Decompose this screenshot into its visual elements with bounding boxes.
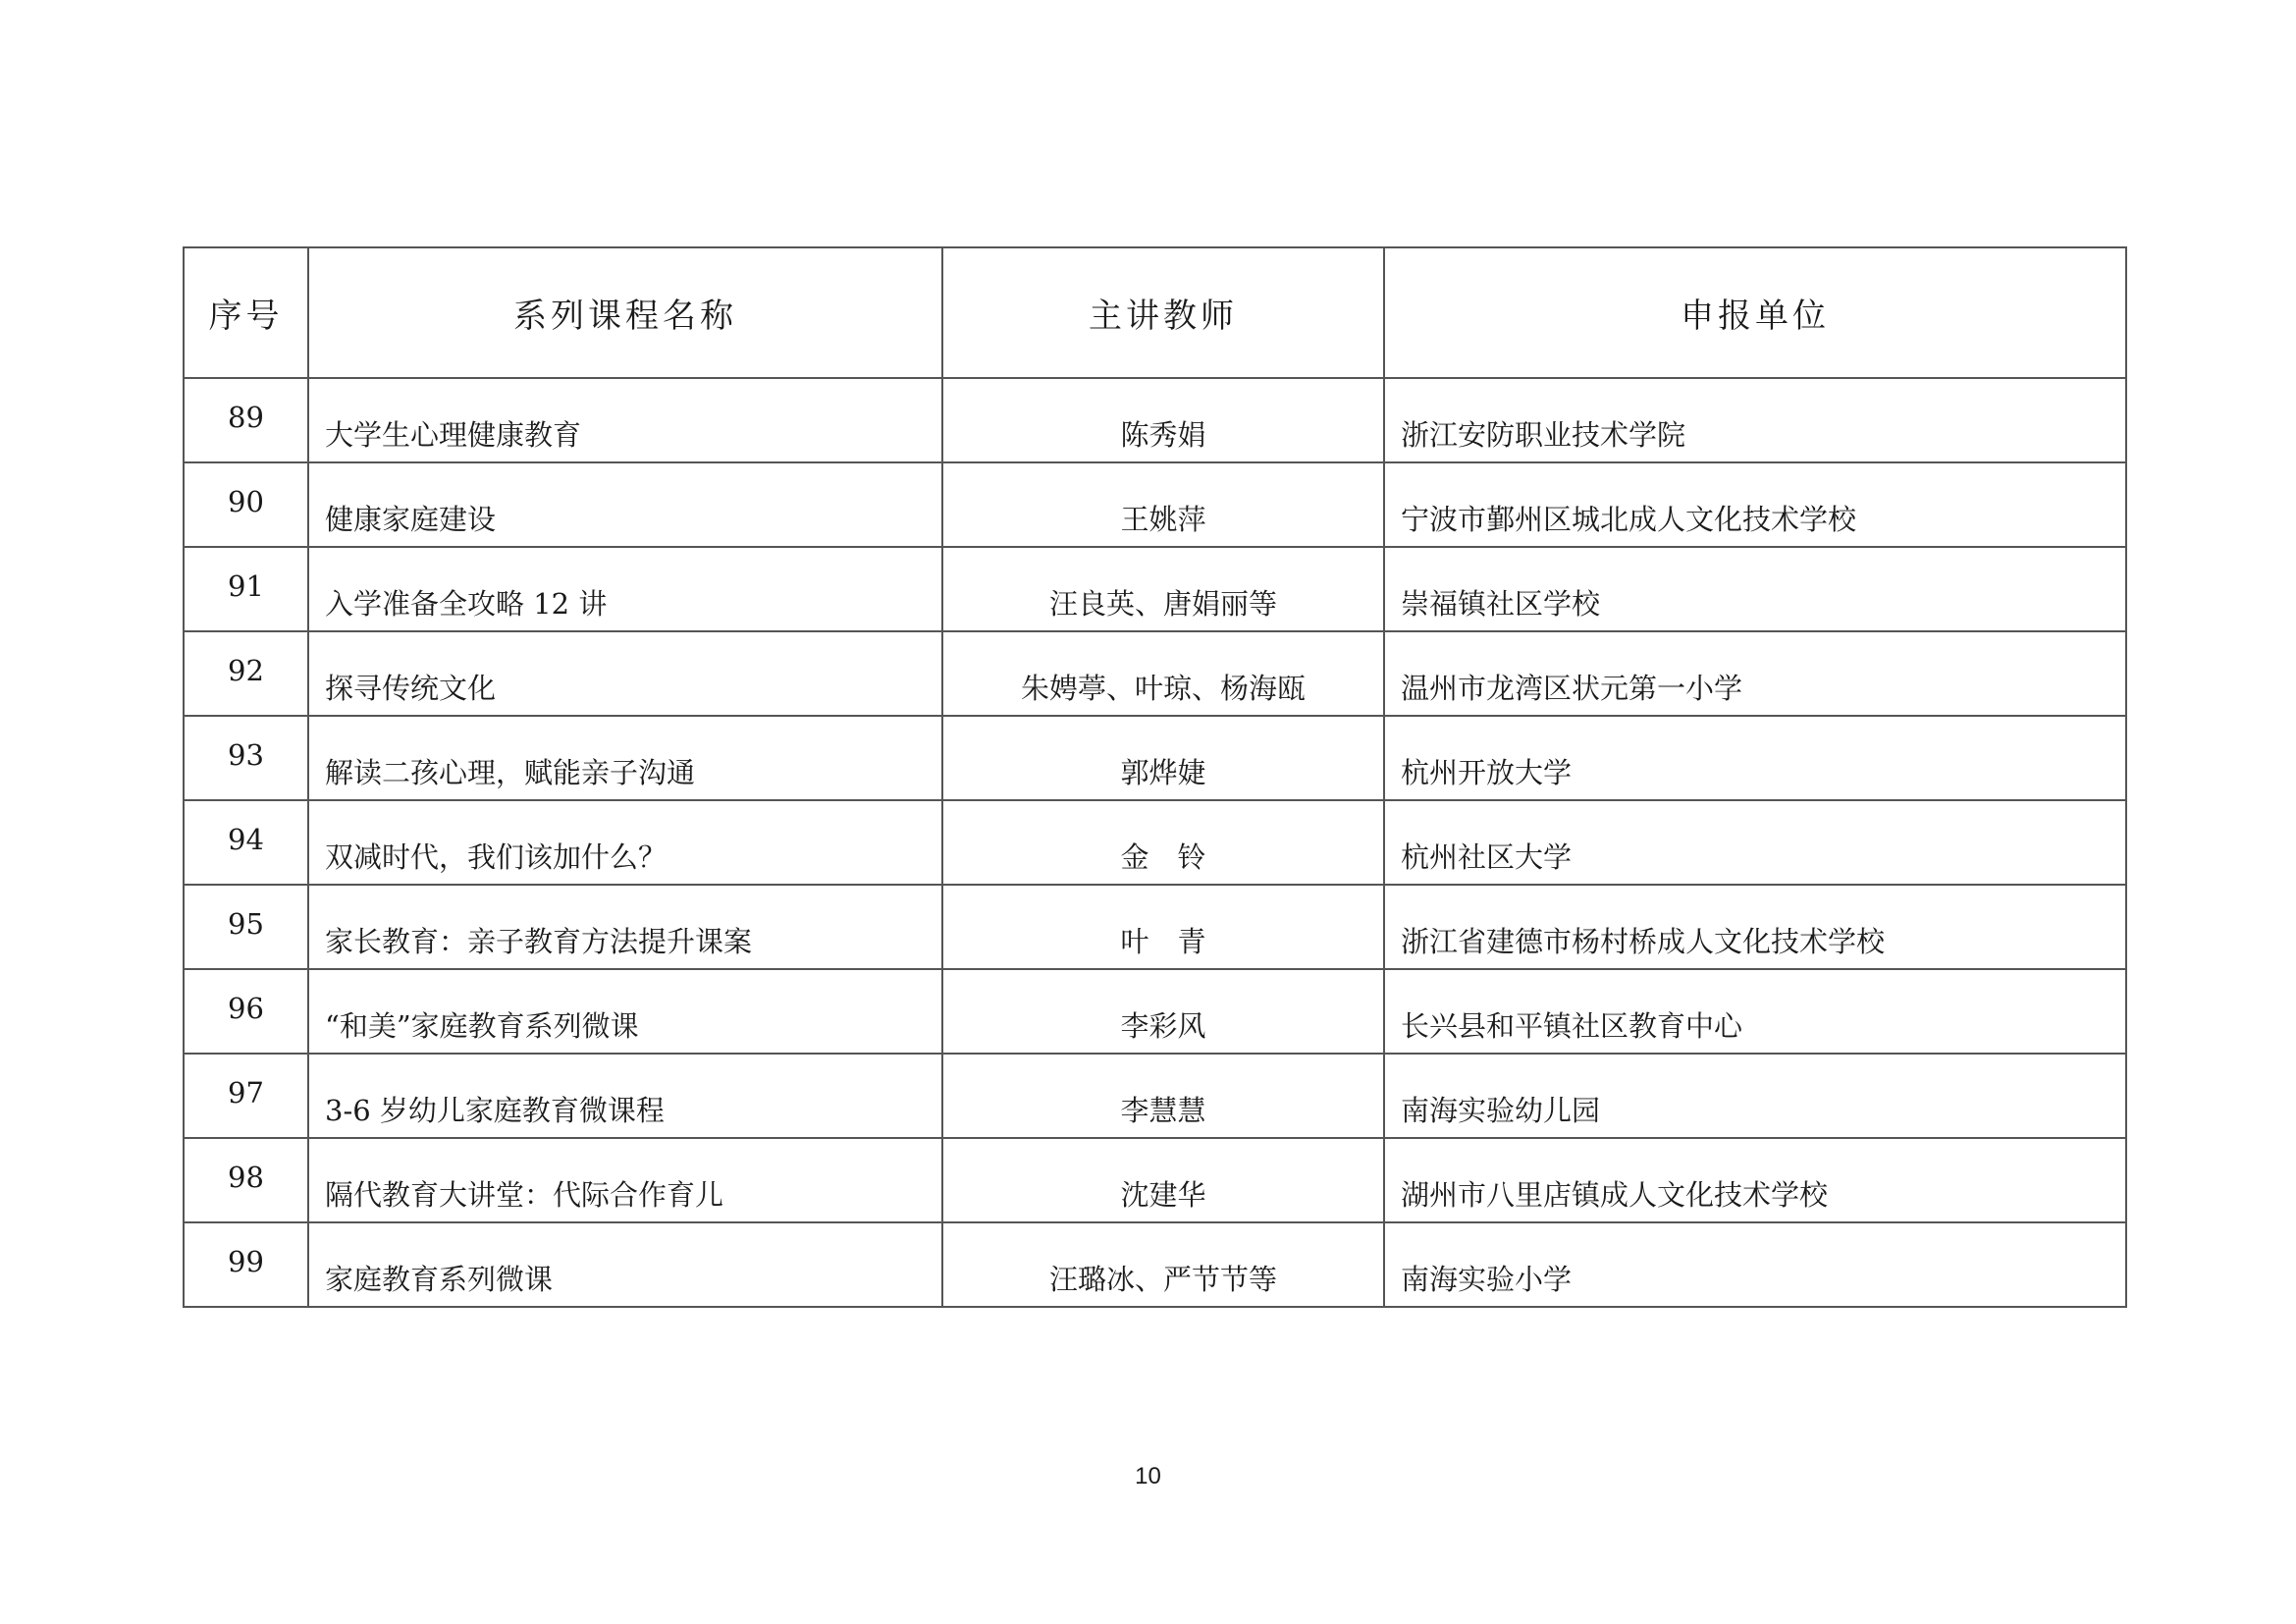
header-teacher: 主讲教师 [942,247,1384,378]
teacher-name: 李彩风 [942,969,1384,1054]
header-unit: 申报单位 [1384,247,2126,378]
course-name: 健康家庭建设 [308,462,942,547]
teacher-name: 李慧慧 [942,1054,1384,1138]
applying-unit: 南海实验幼儿园 [1384,1054,2126,1138]
applying-unit: 温州市龙湾区状元第一小学 [1384,631,2126,716]
course-name: 大学生心理健康教育 [308,378,942,462]
row-number: 91 [184,547,308,631]
table-body [184,378,2126,1307]
table-row [184,716,2126,800]
teacher-name: 汪璐冰、严节节等 [942,1222,1384,1307]
applying-unit: 杭州开放大学 [1384,716,2126,800]
course-table [183,246,2127,1308]
table-row [184,885,2126,969]
course-name: 隔代教育大讲堂：代际合作育儿 [308,1138,942,1222]
course-name: 解读二孩心理，赋能亲子沟通 [308,716,942,800]
applying-unit: 杭州社区大学 [1384,800,2126,885]
page-number: 10 [1135,1463,1161,1489]
table-row [184,1222,2126,1307]
course-name: 家庭教育系列微课 [308,1222,942,1307]
table-row [184,631,2126,716]
row-number: 93 [184,716,308,800]
row-number: 97 [184,1054,308,1138]
table-header [184,247,2126,378]
row-number: 96 [184,969,308,1054]
course-name: 探寻传统文化 [308,631,942,716]
row-number: 92 [184,631,308,716]
teacher-name: 陈秀娟 [942,378,1384,462]
row-number: 98 [184,1138,308,1222]
course-name: 双减时代，我们该加什么？ [308,800,942,885]
table-row [184,378,2126,462]
row-number: 94 [184,800,308,885]
applying-unit: 浙江省建德市杨村桥成人文化技术学校 [1384,885,2126,969]
course-name: 3-6 岁幼儿家庭教育微课程 [308,1054,942,1138]
row-number: 95 [184,885,308,969]
applying-unit: 南海实验小学 [1384,1222,2126,1307]
header-row [184,247,2126,378]
course-name: 家长教育：亲子教育方法提升课案 [308,885,942,969]
row-number: 89 [184,378,308,462]
applying-unit: 湖州市八里店镇成人文化技术学校 [1384,1138,2126,1222]
row-number: 99 [184,1222,308,1307]
teacher-name: 朱娉葶、叶琼、杨海瓯 [942,631,1384,716]
table-row [184,462,2126,547]
course-name: “和美”家庭教育系列微课 [308,969,942,1054]
applying-unit: 浙江安防职业技术学院 [1384,378,2126,462]
applying-unit: 宁波市鄞州区城北成人文化技术学校 [1384,462,2126,547]
teacher-name: 汪良英、唐娟丽等 [942,547,1384,631]
teacher-name: 王姚萍 [942,462,1384,547]
header-no: 序号 [184,247,308,378]
table-row [184,969,2126,1054]
header-course-name: 系列课程名称 [308,247,942,378]
table-row [184,800,2126,885]
teacher-name: 叶 青 [942,885,1384,969]
table-row [184,1138,2126,1222]
teacher-name: 金 铃 [942,800,1384,885]
course-name: 入学准备全攻略 12 讲 [308,547,942,631]
row-number: 90 [184,462,308,547]
applying-unit: 长兴县和平镇社区教育中心 [1384,969,2126,1054]
teacher-name: 郭烨婕 [942,716,1384,800]
table-row [184,1054,2126,1138]
table-row [184,547,2126,631]
applying-unit: 崇福镇社区学校 [1384,547,2126,631]
teacher-name: 沈建华 [942,1138,1384,1222]
